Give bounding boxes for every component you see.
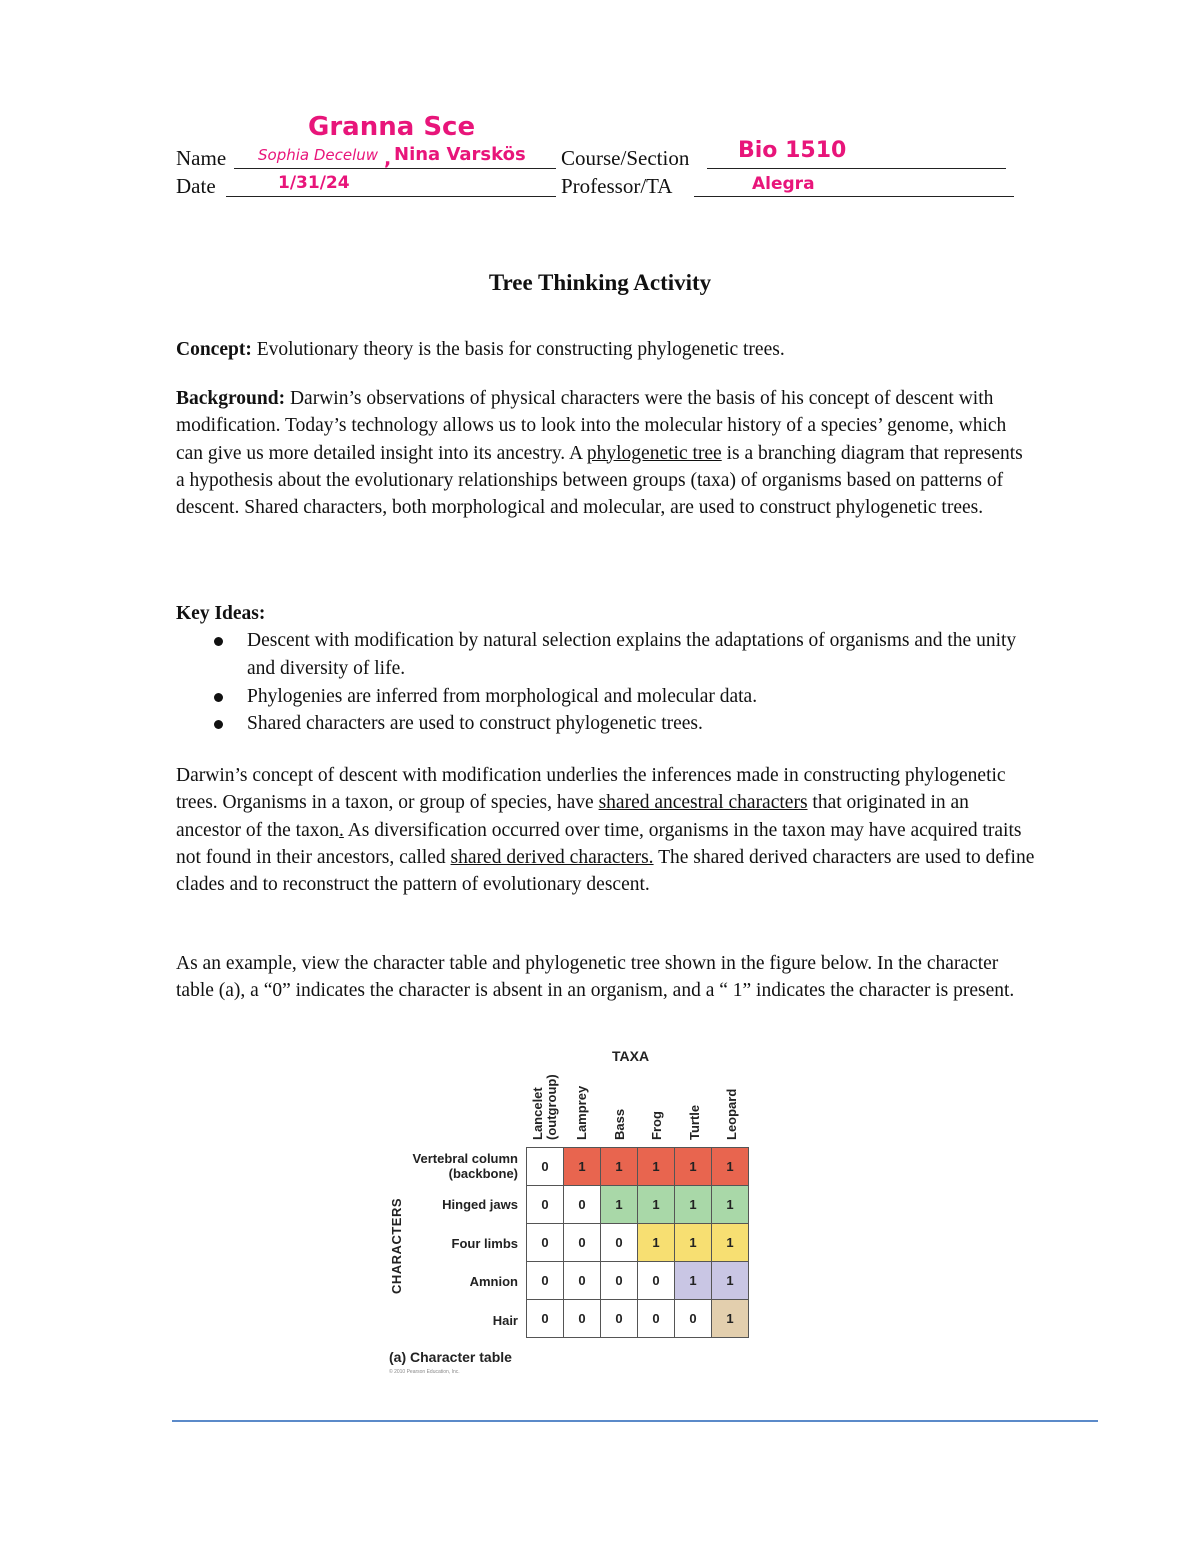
name-label: Name	[176, 146, 227, 170]
figure-caption: (a) Character table	[389, 1349, 512, 1365]
date-label: Date	[176, 174, 216, 198]
table-cell: 0	[527, 1262, 564, 1300]
example-paragraph: As an example, view the character table and phylogenetic tree shown in the figure below. In the character table (a), a “0” indicates the character is absent in an organism, and a “ 1” indicates the character is present.	[176, 953, 1015, 1002]
table-cell: 1	[712, 1262, 749, 1300]
page-title: Tree Thinking Activity	[488, 270, 712, 295]
table-cell: 1	[564, 1148, 601, 1186]
date-value: 1/31/24	[278, 173, 350, 193]
character-table	[526, 1147, 749, 1338]
table-cell: 1	[601, 1148, 638, 1186]
character-label: Hinged jaws	[442, 1197, 518, 1213]
concept-label: Concept:	[176, 339, 252, 360]
background-label: Background:	[176, 388, 286, 409]
course-field-line	[707, 168, 1006, 169]
background-paragraph	[176, 385, 1036, 521]
table-cell: 0	[601, 1300, 638, 1338]
table-cell: 1	[712, 1186, 749, 1224]
figure-credit: © 2010 Pearson Education, Inc.	[389, 1369, 460, 1375]
taxon-label: Lancelet (outgroup)	[529, 1074, 559, 1140]
name-value-2: Nina Varskös	[394, 144, 526, 165]
characters-axis-label: CHARACTERS	[389, 1198, 404, 1294]
table-cell: 1	[712, 1300, 749, 1338]
table-row	[527, 1262, 749, 1300]
table-cell: 0	[564, 1224, 601, 1262]
table-cell: 0	[527, 1186, 564, 1224]
name-field-line	[234, 168, 556, 169]
bullet-icon	[214, 720, 223, 729]
table-cell: 1	[675, 1224, 712, 1262]
key-ideas-list	[176, 627, 1036, 738]
taxon-label: Bass	[611, 1108, 627, 1140]
table-cell: 1	[638, 1186, 675, 1224]
taxon-label: Leopard	[724, 1088, 740, 1140]
character-label: Amnion	[469, 1274, 518, 1290]
descent-paragraph: Darwin’s concept of descent with modification underlies the inferences made in constructing phylogenetic trees. Organisms in a taxon, or group of species, have shared ancestral characters that originated in an ancestor of the taxon. As diversification occurred over time, organisms in the taxon may have acquired traits not found in their ancestors, called shared derived characters. The shared derived characters are used to define clades and to reconstruct the pattern of evolutionary descent.	[176, 765, 1035, 896]
table-cell: 1	[638, 1148, 675, 1186]
table-cell: 0	[675, 1300, 712, 1338]
key-ideas-heading: Key Ideas:	[176, 603, 266, 624]
name-value-1: Sophia Deceluw	[258, 146, 379, 164]
professor-field-line	[694, 196, 1014, 197]
character-label: Vertebral column (backbone)	[412, 1151, 518, 1182]
date-field-line	[226, 196, 556, 197]
table-row	[527, 1148, 749, 1186]
bullet-icon	[214, 693, 223, 702]
table-cell: 0	[638, 1262, 675, 1300]
table-cell: 1	[638, 1224, 675, 1262]
table-row	[527, 1224, 749, 1262]
table-cell: 0	[638, 1300, 675, 1338]
taxon-label: Turtle	[686, 1104, 702, 1140]
concept-paragraph	[176, 336, 1036, 363]
name-separator: ,	[384, 148, 392, 170]
footer-rule	[172, 1420, 1098, 1422]
table-cell: 0	[564, 1186, 601, 1224]
table-cell: 0	[564, 1262, 601, 1300]
taxon-label: Lamprey	[574, 1085, 590, 1140]
table-row	[527, 1186, 749, 1224]
list-item: Descent with modification by natural selection explains the adaptations of organisms and the unity and diversity of life.	[176, 627, 1036, 683]
name-value-3: Granna Sce	[308, 112, 476, 142]
professor-label: Professor/TA	[561, 174, 673, 198]
table-cell: 1	[675, 1186, 712, 1224]
professor-value: Alegra	[752, 174, 815, 194]
phylogenetic-tree-term: phylogenetic tree	[586, 442, 722, 464]
shared-ancestral-term: shared ancestral characters	[598, 792, 808, 814]
taxa-heading: TAXA	[612, 1048, 650, 1064]
background-text-2: is a branching diagram that represents a hypothesis about the evolutionary relationships between groups (taxa) of organisms based on patterns of descent. Shared characters, both morphological and molecular, are used to construct phylogenetic trees.	[176, 442, 1023, 519]
table-cell: 0	[601, 1262, 638, 1300]
taxon-label: Frog	[649, 1111, 665, 1140]
table-cell: 0	[527, 1300, 564, 1338]
course-label: Course/Section	[561, 146, 690, 170]
bullet-icon	[214, 637, 223, 646]
table-cell: 0	[527, 1224, 564, 1262]
concept-text: Evolutionary theory is the basis for constructing phylogenetic trees.	[256, 339, 785, 360]
table-cell: 1	[675, 1262, 712, 1300]
list-item: Phylogenies are inferred from morphological and molecular data.	[176, 683, 1036, 711]
table-cell: 1	[675, 1148, 712, 1186]
table-cell: 0	[527, 1148, 564, 1186]
table-cell: 0	[601, 1224, 638, 1262]
background-text-1: Darwin’s observations of physical characters were the basis of his concept of descent with modification. Today’s technology allows us to look into the molecular history of a species’ genome, which can give us more detailed insight into its ancestry. A	[176, 388, 1007, 464]
shared-derived-term: shared derived characters.	[450, 846, 654, 868]
table-cell: 1	[601, 1186, 638, 1224]
table-row	[527, 1300, 749, 1338]
character-label: Hair	[492, 1312, 518, 1328]
course-value: Bio 1510	[738, 138, 847, 163]
list-item: Shared characters are used to construct phylogenetic trees.	[176, 710, 1036, 738]
character-label: Four limbs	[451, 1235, 518, 1251]
table-cell: 1	[712, 1224, 749, 1262]
table-cell: 0	[564, 1300, 601, 1338]
table-cell: 1	[712, 1148, 749, 1186]
